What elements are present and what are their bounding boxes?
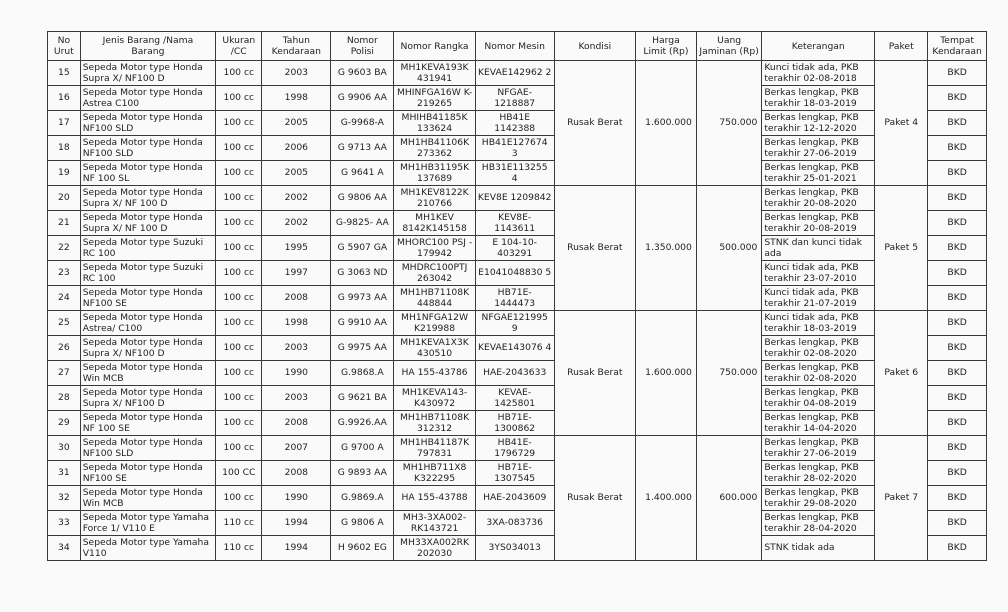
cell-rangka: MH33XA002RK 202030 (394, 536, 475, 561)
header-row (48, 32, 987, 61)
cell-ukuran: 100 cc (216, 186, 262, 211)
cell-mesin: E1041048830 5 (475, 261, 554, 286)
cell-polisi: G 9621 BA (331, 386, 394, 411)
cell-polisi: G 9713 AA (331, 136, 394, 161)
cell-polisi: G 9700 A (331, 436, 394, 461)
cell-mesin: HB41E127674 3 (475, 136, 554, 161)
cell-rangka: MHDRC100PTJ 263042 (394, 261, 475, 286)
cell-polisi: G 9906 AA (331, 86, 394, 111)
table-row (48, 361, 987, 386)
table-row (48, 461, 987, 486)
cell-keterangan: Berkas lengkap, PKB terakhir 28-04-2020 (762, 511, 875, 536)
cell-tempat: BKD (928, 361, 987, 386)
cell-keterangan: Berkas lengkap, PKB terakhir 12-12-2020 (762, 111, 875, 136)
cell-keterangan: Berkas lengkap, PKB terakhir 04-08-2019 (762, 386, 875, 411)
cell-keterangan: Berkas lengkap, PKB terakhir 20-08-2020 (762, 186, 875, 211)
cell-polisi: G-9825- AA (331, 211, 394, 236)
cell-rangka: MH1KEVA193K 431941 (394, 61, 475, 86)
cell-ukuran: 100 cc (216, 61, 262, 86)
cell-keterangan: Kunci tidak ada, PKB terakhir 21-07-2019 (762, 286, 875, 311)
cell-tempat: BKD (928, 286, 987, 311)
header-jaminan: Uang Jaminan (Rp) (696, 32, 761, 61)
cell-rangka: MH1HB31195K 137689 (394, 161, 475, 186)
cell-jenis: Sepeda Motor type Honda NF100 SE (80, 286, 215, 311)
cell-mesin: KEV8E 1209842 (475, 186, 554, 211)
cell-tahun: 2005 (262, 111, 331, 136)
cell-jenis: Sepeda Motor type Honda Win MCB (80, 486, 215, 511)
cell-tempat: BKD (928, 61, 987, 86)
cell-keterangan: STNK dan kunci tidak ada (762, 236, 875, 261)
cell-jenis: Sepeda Motor type Honda Supra X/ NF100 D (80, 336, 215, 361)
cell-tempat: BKD (928, 86, 987, 111)
cell-jenis: Sepeda Motor type Honda NF 100 SE (80, 411, 215, 436)
cell-keterangan: Kunci tidak ada, PKB terakhir 02-08-2018 (762, 61, 875, 86)
cell-tempat: BKD (928, 136, 987, 161)
cell-harga: 1.400.000 (635, 436, 696, 561)
header-ukuran: Ukuran /CC (216, 32, 262, 61)
cell-no: 21 (48, 211, 81, 236)
cell-jenis: Sepeda Motor type Honda NF100 SE (80, 461, 215, 486)
table-row (48, 136, 987, 161)
cell-no: 25 (48, 311, 81, 336)
header-polisi: Nomor Polisi (331, 32, 394, 61)
cell-rangka: MH1HB41187K 797831 (394, 436, 475, 461)
cell-tempat: BKD (928, 511, 987, 536)
cell-mesin: NFGAE121995 9 (475, 311, 554, 336)
cell-mesin: HB71E- 1307545 (475, 461, 554, 486)
cell-jenis: Sepeda Motor type Honda Astrea/ C100 (80, 311, 215, 336)
cell-keterangan: Berkas lengkap, PKB terakhir 18-03-2019 (762, 86, 875, 111)
cell-tahun: 2006 (262, 136, 331, 161)
cell-tahun: 1998 (262, 86, 331, 111)
cell-kondisi: Rusak Berat (554, 186, 635, 311)
table-row (48, 261, 987, 286)
asset-table-page (47, 31, 987, 561)
table-row (48, 536, 987, 561)
cell-ukuran: 100 cc (216, 436, 262, 461)
header-tempat: Tempat Kendaraan (928, 32, 987, 61)
cell-tempat: BKD (928, 211, 987, 236)
cell-rangka: MHORC100 PSJ - 179942 (394, 236, 475, 261)
cell-rangka: MHINFGA16W K-219265 (394, 86, 475, 111)
cell-tempat: BKD (928, 436, 987, 461)
cell-polisi: G.9869.A (331, 486, 394, 511)
cell-keterangan: Berkas lengkap, PKB terakhir 20-08-2019 (762, 211, 875, 236)
table-row (48, 236, 987, 261)
cell-ukuran: 100 cc (216, 336, 262, 361)
cell-tempat: BKD (928, 261, 987, 286)
cell-paket: Paket 6 (875, 311, 928, 436)
cell-paket: Paket 7 (875, 436, 928, 561)
cell-harga: 1.600.000 (635, 61, 696, 186)
table-row (48, 211, 987, 236)
cell-polisi: G 9973 AA (331, 286, 394, 311)
table-row (48, 486, 987, 511)
cell-jaminan: 750.000 (696, 311, 761, 436)
cell-mesin: KEVAE143076 4 (475, 336, 554, 361)
cell-no: 33 (48, 511, 81, 536)
cell-mesin: HB31E113255 4 (475, 161, 554, 186)
cell-polisi: G 9975 AA (331, 336, 394, 361)
cell-polisi: G 9641 A (331, 161, 394, 186)
cell-jenis: Sepeda Motor type Suzuki RC 100 (80, 261, 215, 286)
cell-tahun: 1994 (262, 536, 331, 561)
cell-mesin: HAE-2043633 (475, 361, 554, 386)
cell-tempat: BKD (928, 411, 987, 436)
cell-kondisi: Rusak Berat (554, 311, 635, 436)
cell-ukuran: 110 cc (216, 536, 262, 561)
cell-tahun: 2008 (262, 286, 331, 311)
cell-kondisi: Rusak Berat (554, 436, 635, 561)
cell-tahun: 2002 (262, 211, 331, 236)
cell-tahun: 2003 (262, 386, 331, 411)
cell-rangka: HA 155-43788 (394, 486, 475, 511)
header-tahun: Tahun Kendaraan (262, 32, 331, 61)
cell-jenis: Sepeda Motor type Yamaha Force 1/ V110 E (80, 511, 215, 536)
cell-mesin: HB41E 1142388 (475, 111, 554, 136)
header-jenis: Jenis Barang /Nama Barang (80, 32, 215, 61)
cell-jenis: Sepeda Motor type Yamaha V110 (80, 536, 215, 561)
table-row (48, 411, 987, 436)
cell-ukuran: 100 cc (216, 136, 262, 161)
cell-tahun: 2003 (262, 61, 331, 86)
cell-rangka: MH1KEV8122K 210766 (394, 186, 475, 211)
cell-mesin: HAE-2043609 (475, 486, 554, 511)
cell-keterangan: Berkas lengkap, PKB terakhir 02-08-2020 (762, 336, 875, 361)
cell-tahun: 1990 (262, 361, 331, 386)
cell-no: 31 (48, 461, 81, 486)
cell-paket: Paket 5 (875, 186, 928, 311)
cell-jenis: Sepeda Motor type Honda Supra X/ NF 100 D (80, 186, 215, 211)
cell-mesin: KEV8E- 1143611 (475, 211, 554, 236)
header-mesin: Nomor Mesin (475, 32, 554, 61)
cell-jenis: Sepeda Motor type Honda NF 100 SL (80, 161, 215, 186)
cell-polisi: G 9806 AA (331, 186, 394, 211)
cell-ukuran: 100 cc (216, 211, 262, 236)
cell-no: 17 (48, 111, 81, 136)
table-body (48, 61, 987, 561)
cell-ukuran: 100 cc (216, 361, 262, 386)
cell-polisi: G 3063 ND (331, 261, 394, 286)
cell-tahun: 2008 (262, 411, 331, 436)
cell-tempat: BKD (928, 386, 987, 411)
cell-mesin: HB71E- 1300862 (475, 411, 554, 436)
cell-no: 22 (48, 236, 81, 261)
cell-tahun: 1995 (262, 236, 331, 261)
cell-polisi: G 9893 AA (331, 461, 394, 486)
cell-keterangan: Kunci tidak ada, PKB terakhir 18-03-2019 (762, 311, 875, 336)
table-row (48, 286, 987, 311)
table-row (48, 436, 987, 461)
cell-no: 23 (48, 261, 81, 286)
cell-kondisi: Rusak Berat (554, 61, 635, 186)
cell-polisi: G 9806 A (331, 511, 394, 536)
cell-jenis: Sepeda Motor type Suzuki RC 100 (80, 236, 215, 261)
asset-table (47, 31, 987, 561)
cell-ukuran: 100 cc (216, 411, 262, 436)
table-row (48, 186, 987, 211)
cell-mesin: HB41E- 1796729 (475, 436, 554, 461)
cell-ukuran: 100 cc (216, 386, 262, 411)
cell-no: 16 (48, 86, 81, 111)
cell-no: 28 (48, 386, 81, 411)
table-row (48, 511, 987, 536)
cell-tahun: 1998 (262, 311, 331, 336)
cell-keterangan: Berkas lengkap, PKB terakhir 29-08-2020 (762, 486, 875, 511)
cell-no: 34 (48, 536, 81, 561)
cell-jenis: Sepeda Motor type Honda NF100 SLD (80, 436, 215, 461)
cell-paket: Paket 4 (875, 61, 928, 186)
cell-rangka: MH1KEVA143- K430972 (394, 386, 475, 411)
cell-tahun: 2002 (262, 186, 331, 211)
cell-polisi: G.9868.A (331, 361, 394, 386)
cell-ukuran: 100 cc (216, 161, 262, 186)
cell-rangka: MHIHB41185K 133624 (394, 111, 475, 136)
cell-rangka: MH1HB41106K 273362 (394, 136, 475, 161)
cell-tempat: BKD (928, 236, 987, 261)
cell-no: 32 (48, 486, 81, 511)
cell-jaminan: 750.000 (696, 61, 761, 186)
cell-polisi: G-9968-A (331, 111, 394, 136)
cell-jenis: Sepeda Motor type Honda Supra X/ NF100 D (80, 61, 215, 86)
cell-rangka: MH1HB711X8 K322295 (394, 461, 475, 486)
header-paket: Paket (875, 32, 928, 61)
table-row (48, 386, 987, 411)
cell-ukuran: 100 cc (216, 111, 262, 136)
cell-harga: 1.600.000 (635, 311, 696, 436)
header-keterangan: Keterangan (762, 32, 875, 61)
header-harga: Harga Limit (Rp) (635, 32, 696, 61)
cell-jenis: Sepeda Motor type Honda Win MCB (80, 361, 215, 386)
cell-keterangan: Berkas lengkap, PKB terakhir 25-01-2021 (762, 161, 875, 186)
cell-no: 26 (48, 336, 81, 361)
table-row (48, 161, 987, 186)
cell-keterangan: Berkas lengkap, PKB terakhir 27-06-2019 (762, 136, 875, 161)
cell-tahun: 2003 (262, 336, 331, 361)
cell-mesin: E 104-10- 403291 (475, 236, 554, 261)
cell-polisi: G 9910 AA (331, 311, 394, 336)
cell-no: 19 (48, 161, 81, 186)
cell-tempat: BKD (928, 111, 987, 136)
table-row (48, 111, 987, 136)
cell-rangka: MH1KEVA1X3K 430510 (394, 336, 475, 361)
cell-tahun: 2008 (262, 461, 331, 486)
cell-jenis: Sepeda Motor type Honda Supra X/ NF 100 D (80, 211, 215, 236)
header-rangka: Nomor Rangka (394, 32, 475, 61)
cell-tempat: BKD (928, 486, 987, 511)
cell-tempat: BKD (928, 461, 987, 486)
cell-mesin: KEVAE142962 2 (475, 61, 554, 86)
cell-mesin: 3YS034013 (475, 536, 554, 561)
cell-tempat: BKD (928, 161, 987, 186)
cell-no: 24 (48, 286, 81, 311)
cell-rangka: MH1KEV 8142K145158 (394, 211, 475, 236)
cell-mesin: HB71E- 1444473 (475, 286, 554, 311)
cell-ukuran: 100 cc (216, 261, 262, 286)
cell-ukuran: 100 cc (216, 486, 262, 511)
cell-keterangan: Kunci tidak ada, PKB terakhir 23-07-2010 (762, 261, 875, 286)
cell-ukuran: 100 cc (216, 86, 262, 111)
cell-tahun: 1994 (262, 511, 331, 536)
header-kondisi: Kondisi (554, 32, 635, 61)
cell-no: 29 (48, 411, 81, 436)
cell-keterangan: Berkas lengkap, PKB terakhir 14-04-2020 (762, 411, 875, 436)
cell-jaminan: 500.000 (696, 186, 761, 311)
cell-ukuran: 100 cc (216, 286, 262, 311)
cell-keterangan: Berkas lengkap, PKB terakhir 02-08-2020 (762, 361, 875, 386)
cell-ukuran: 110 cc (216, 511, 262, 536)
cell-polisi: G.9926.AA (331, 411, 394, 436)
cell-tahun: 2007 (262, 436, 331, 461)
cell-rangka: MH1NFGA12W K219988 (394, 311, 475, 336)
cell-ukuran: 100 CC (216, 461, 262, 486)
cell-keterangan: STNK tidak ada (762, 536, 875, 561)
cell-jenis: Sepeda Motor type Honda Astrea C100 (80, 86, 215, 111)
cell-jaminan: 600.000 (696, 436, 761, 561)
cell-rangka: MH1HB71108K 448844 (394, 286, 475, 311)
cell-keterangan: Berkas lengkap, PKB terakhir 27-06-2019 (762, 436, 875, 461)
cell-tahun: 1990 (262, 486, 331, 511)
cell-no: 15 (48, 61, 81, 86)
cell-no: 20 (48, 186, 81, 211)
cell-rangka: MH3-3XA002- RK143721 (394, 511, 475, 536)
cell-tempat: BKD (928, 186, 987, 211)
cell-keterangan: Berkas lengkap, PKB terakhir 28-02-2020 (762, 461, 875, 486)
cell-tempat: BKD (928, 536, 987, 561)
table-row (48, 336, 987, 361)
cell-ukuran: 100 cc (216, 311, 262, 336)
cell-rangka: HA 155-43786 (394, 361, 475, 386)
cell-polisi: G 9603 BA (331, 61, 394, 86)
cell-mesin: NFGAE- 1218887 (475, 86, 554, 111)
cell-tahun: 1997 (262, 261, 331, 286)
cell-tahun: 2005 (262, 161, 331, 186)
cell-polisi: H 9602 EG (331, 536, 394, 561)
table-row (48, 311, 987, 336)
cell-no: 27 (48, 361, 81, 386)
cell-tempat: BKD (928, 336, 987, 361)
cell-rangka: MH1HB71108K 312312 (394, 411, 475, 436)
cell-ukuran: 100 cc (216, 236, 262, 261)
table-row (48, 61, 987, 86)
cell-no: 18 (48, 136, 81, 161)
cell-jenis: Sepeda Motor type Honda NF100 SLD (80, 136, 215, 161)
cell-polisi: G 5907 GA (331, 236, 394, 261)
cell-jenis: Sepeda Motor type Honda NF100 SLD (80, 111, 215, 136)
cell-jenis: Sepeda Motor type Honda Supra X/ NF100 D (80, 386, 215, 411)
header-no: No Urut (48, 32, 81, 61)
cell-tempat: BKD (928, 311, 987, 336)
cell-harga: 1.350.000 (635, 186, 696, 311)
cell-mesin: KEVAE- 1425801 (475, 386, 554, 411)
table-row (48, 86, 987, 111)
cell-mesin: 3XA-083736 (475, 511, 554, 536)
cell-no: 30 (48, 436, 81, 461)
